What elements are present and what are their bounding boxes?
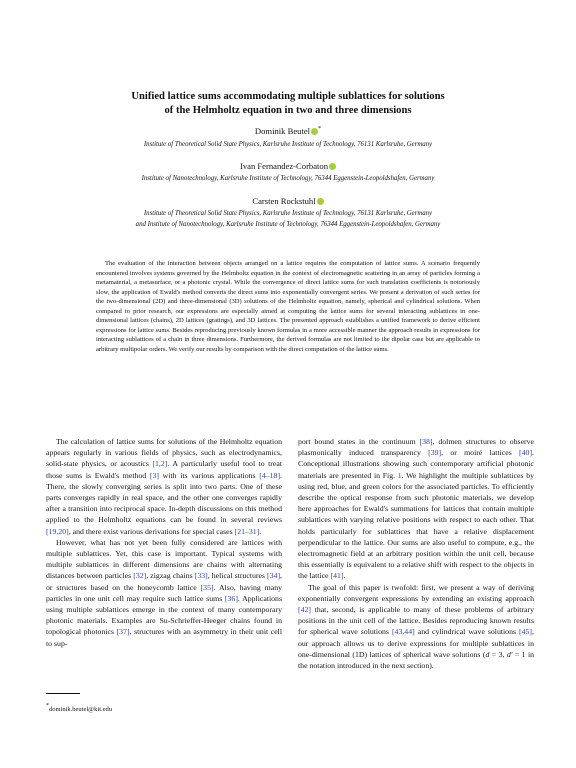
citation-link[interactable]: [42] xyxy=(298,605,311,615)
citation-link[interactable]: [39] xyxy=(428,448,442,458)
affiliation-3b: and Institute of Nanotechnology, Karlsruhe Institute of Technology, 76344 Eggenstein-Leopoldshafen, Germany xyxy=(135,221,441,228)
citation-link[interactable]: [43,44] xyxy=(391,627,415,637)
author-name: Dominik Beutel xyxy=(254,126,311,136)
orcid-icon[interactable] xyxy=(329,163,336,170)
citation-link[interactable]: [32] xyxy=(133,571,147,581)
citation-link[interactable]: [1,2] xyxy=(152,459,168,469)
body-paragraph: The calculation of lattice sums for solutions of the Helmholtz equation appears regularly in various fields of physics, such as electrodynamics, solid-state physics, or acoustics [1,2]. A particularly useful tool to treat those sums is Ewald's method [3] with its various applications [4–18]. There, the slowly converging series is split into two parts. One of these parts converges rapidly in real space, and the other one converges rapidly after a transition into reciprocal space. In-depth discussions on this method applied to the Helmholtz equations can be found in several reviews [19,20], and there exist various derivations for special cases [21–31]. xyxy=(46,437,283,536)
affiliation-2: Institute of Nanotechnology, Karlsruhe Institute of Technology, 76344 Eggenstein-Leopoldshafen, Germany xyxy=(141,175,435,182)
affiliation-1: Institute of Theoretical Solid State Physics, Karlsruhe Institute of Technology, 76131 Karlsruhe, Germany xyxy=(143,141,433,148)
citation-link[interactable]: [41] xyxy=(330,571,344,581)
title-line-2: of the Helmholtz equation in two and three dimensions xyxy=(164,105,412,116)
author-3 xyxy=(0,196,576,206)
citation-link[interactable]: [19,20] xyxy=(46,526,69,536)
affiliation-3a: Institute of Theoretical Solid State Physics, Karlsruhe Institute of Technology, 76131 Karlsruhe, Germany xyxy=(143,210,433,217)
body-paragraph: However, what has not yet been fully considered are lattices with multiple sublattices. Yet, this case is important. Typical systems with multiple sublattices in different dimensions are chains with alternating distances between particles [32], zigzag chains [33], helical structures [34], or structures based on the honeycomb lattice [35]. Also, having many particles in one unit cell may require such lattice sums [36]. Applications using multiple sublattices emerge in the context of many contemporary photonic materials. Examples are Su-Schrieffer-Heeger chains found in topological photonics [37], structures with an asymmetry in their unit cell to sup- xyxy=(46,537,283,648)
footnote xyxy=(46,703,112,713)
footnote-mark: * xyxy=(318,126,322,132)
citation-link[interactable]: [33] xyxy=(194,571,208,581)
math-symbol: d′ xyxy=(506,649,513,659)
paper-title xyxy=(0,90,576,118)
citation-link[interactable]: [4–18] xyxy=(259,470,281,480)
citation-link[interactable]: [37] xyxy=(116,627,130,637)
author-2 xyxy=(0,161,576,171)
footnote-email[interactable]: dominik.beutel@kit.edu xyxy=(49,706,113,713)
citation-link[interactable]: [45] xyxy=(519,627,533,637)
author-1 xyxy=(0,126,576,136)
citation-link[interactable]: 1 xyxy=(397,470,402,480)
orcid-icon[interactable] xyxy=(311,128,318,135)
orcid-icon[interactable] xyxy=(317,198,324,205)
math-symbol: d xyxy=(485,649,490,659)
citation-link[interactable]: [38] xyxy=(419,437,433,446)
body-paragraph: The goal of this paper is twofold: first, we present a way of deriving exponentially convergent expressions by extending an existing approach [42] that, second, is applicable to many of these problems of arbitrary positions in the unit cell of the lattice. Besides reproducing known results for spherical wave solutions [43,44] and cylindrical wave solutions [45], our approach allows us to derive expressions for multiple sublattices in one-dimensional (1D) lattices of spherical wave solutions (d = 3, d′ = 1 in the notation introduced in the next section). xyxy=(298,582,535,671)
citation-link[interactable]: [34] xyxy=(267,571,281,581)
citation-link[interactable]: [21–31] xyxy=(234,526,260,536)
author-name: Ivan Fernandez-Corbaton xyxy=(239,161,329,171)
body-paragraph: port bound states in the continuum [38], dolmen structures to observe plasmonically induced transparency [39], or moiré lattices [40]. Conceptional illustrations showing such contemporary artificial photonic materials are presented in Fig. 1. We highlight the multiple sublattices by using red, blue, and green colors for the associated particles. To efficiently describe the optical response from such photonic materials, we develop here approaches for Ewald's summations for lattices that contain multiple sublattices with varying relative positions with respect to each other. That holds particularly for sublattices that have a relative displacement perpendicular to the lattice. Our sums are also useful to compute, e.g., the electromagnetic field at an arbitrary position within the unit cell, because this essentially is equivalent to a relative shift with respect to the objects in the lattice [41]. xyxy=(298,437,534,581)
author-name: Carsten Rockstuhl xyxy=(252,196,316,206)
citation-link[interactable]: [3] xyxy=(149,470,159,480)
citation-link[interactable]: [40] xyxy=(519,448,533,458)
left-column xyxy=(46,436,282,649)
abstract: The evaluation of the interaction between objects arranged on a lattice requires the computation of lattice sums. A scenario frequently encountered involves systems governed by the Helmholtz equation in the context of electromagnetic scattering in an array of particles forming a metamaterial, a metasurface, or a photonic crystal. While the convergence of direct lattice sums for such translation coefficients is notoriously slow, the application of Ewald's method converts the direct sums into exponentially convergent series. We present a derivation of such series for the two-dimensional (2D) and three-dimensional (3D) solutions of the Helmholtz equation, namely, spherical and cylindrical solutions. When compared to prior research, our expressions are especially aimed at computing the lattice sums for several interacting sublattices in one-dimensional lattices (chains), 2D lattices (gratings), and 3D lattices. The presented approach establishes a unified framework to derive efficient expressions for lattice sums. Besides reproducing previously known formulas in a more accessible manner the approach results in expressions for interacting sublattices of a chain in three dimensions. Furthermore, the derived formulas are not limited to the dipolar case but are applicable to arbitrary multipolar orders. We verify our results by comparison with the direct computation of the lattice sums. xyxy=(96,260,480,353)
right-column xyxy=(298,436,534,671)
citation-link[interactable]: [36] xyxy=(224,593,238,603)
citation-link[interactable]: [35] xyxy=(200,582,214,592)
footnote-mark: * xyxy=(46,703,49,709)
footnote-rule xyxy=(46,693,80,694)
title-line-1: Unified lattice sums accommodating multiple sublattices for solutions xyxy=(131,91,445,102)
